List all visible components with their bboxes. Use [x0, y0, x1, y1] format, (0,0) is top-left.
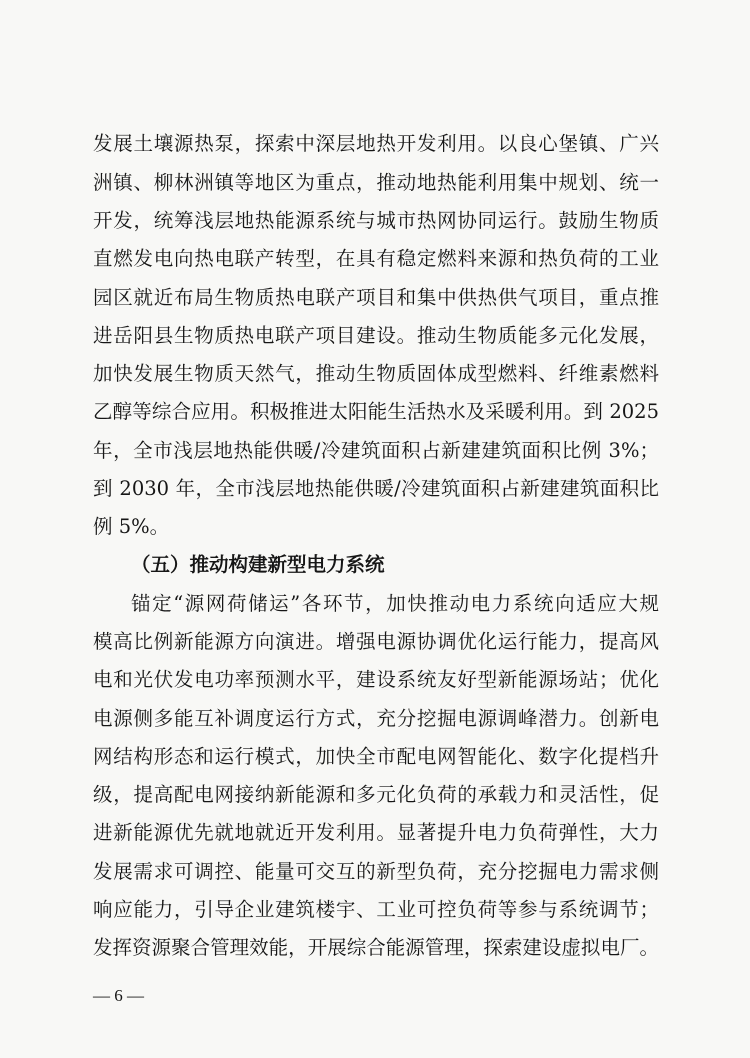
- paragraph-line: 到 2030 年，全市浅层地热能供暖/冷建筑面积占新建建筑面积比: [93, 477, 659, 500]
- page-number: — 6 —: [93, 986, 144, 1005]
- paragraph-line: 发展需求可调控、能量可交互的新型负荷，充分挖掘电力需求侧: [93, 860, 659, 883]
- paragraph-line: 进岳阳县生物质热电联产项目建设。推动生物质能多元化发展，: [93, 324, 659, 347]
- paragraph-line: 电和光伏发电功率预测水平，建设系统友好型新能源场站；优化: [93, 668, 659, 691]
- paragraph-line: 开发，统筹浅层地热能源系统与城市热网协同运行。鼓励生物质: [93, 209, 659, 232]
- paragraph-line: 发挥资源聚合管理效能，开展综合能源管理，探索建设虚拟电厂。: [93, 936, 659, 959]
- paragraph-line: 例 5%。: [93, 515, 170, 538]
- paragraph-line: 发展土壤源热泵，探索中深层地热开发利用。以良心堡镇、广兴: [93, 132, 659, 155]
- section-heading: （五）推动构建新型电力系统: [131, 553, 385, 576]
- paragraph-line: 年，全市浅层地热能供暖/冷建筑面积占新建建筑面积比例 3%；: [93, 439, 659, 462]
- paragraph-line: 网结构形态和运行模式，加快全市配电网智能化、数字化提档升: [93, 745, 659, 768]
- paragraph-line: 进新能源优先就地就近开发利用。显著提升电力负荷弹性，大力: [93, 821, 659, 844]
- paragraph-line: 响应能力，引导企业建筑楼宇、工业可控负荷等参与系统调节；: [93, 898, 659, 921]
- paragraph-line: 洲镇、柳林洲镇等地区为重点，推动地热能利用集中规划、统一: [93, 171, 659, 194]
- paragraph-line: 电源侧多能互补调度运行方式，充分挖掘电源调峰潜力。创新电: [93, 707, 659, 730]
- paragraph-line: 加快发展生物质天然气，推动生物质固体成型燃料、纤维素燃料: [93, 362, 659, 385]
- paragraph-line: 级，提高配电网接纳新能源和多元化负荷的承载力和灵活性，促: [93, 783, 659, 806]
- paragraph-line: 乙醇等综合应用。积极推进太阳能生活热水及采暖利用。到 2025: [93, 400, 659, 423]
- paragraph-line: 园区就近布局生物质热电联产项目和集中供热供气项目，重点推: [93, 286, 659, 309]
- paragraph-line: 直燃发电向热电联产转型，在具有稳定燃料来源和热负荷的工业: [93, 247, 659, 270]
- paragraph-line: 模高比例新能源方向演进。增强电源协调优化运行能力，提高风: [93, 630, 659, 653]
- paragraph-line: 锚定“源网荷储运”各环节，加快推动电力系统向适应大规: [131, 592, 659, 615]
